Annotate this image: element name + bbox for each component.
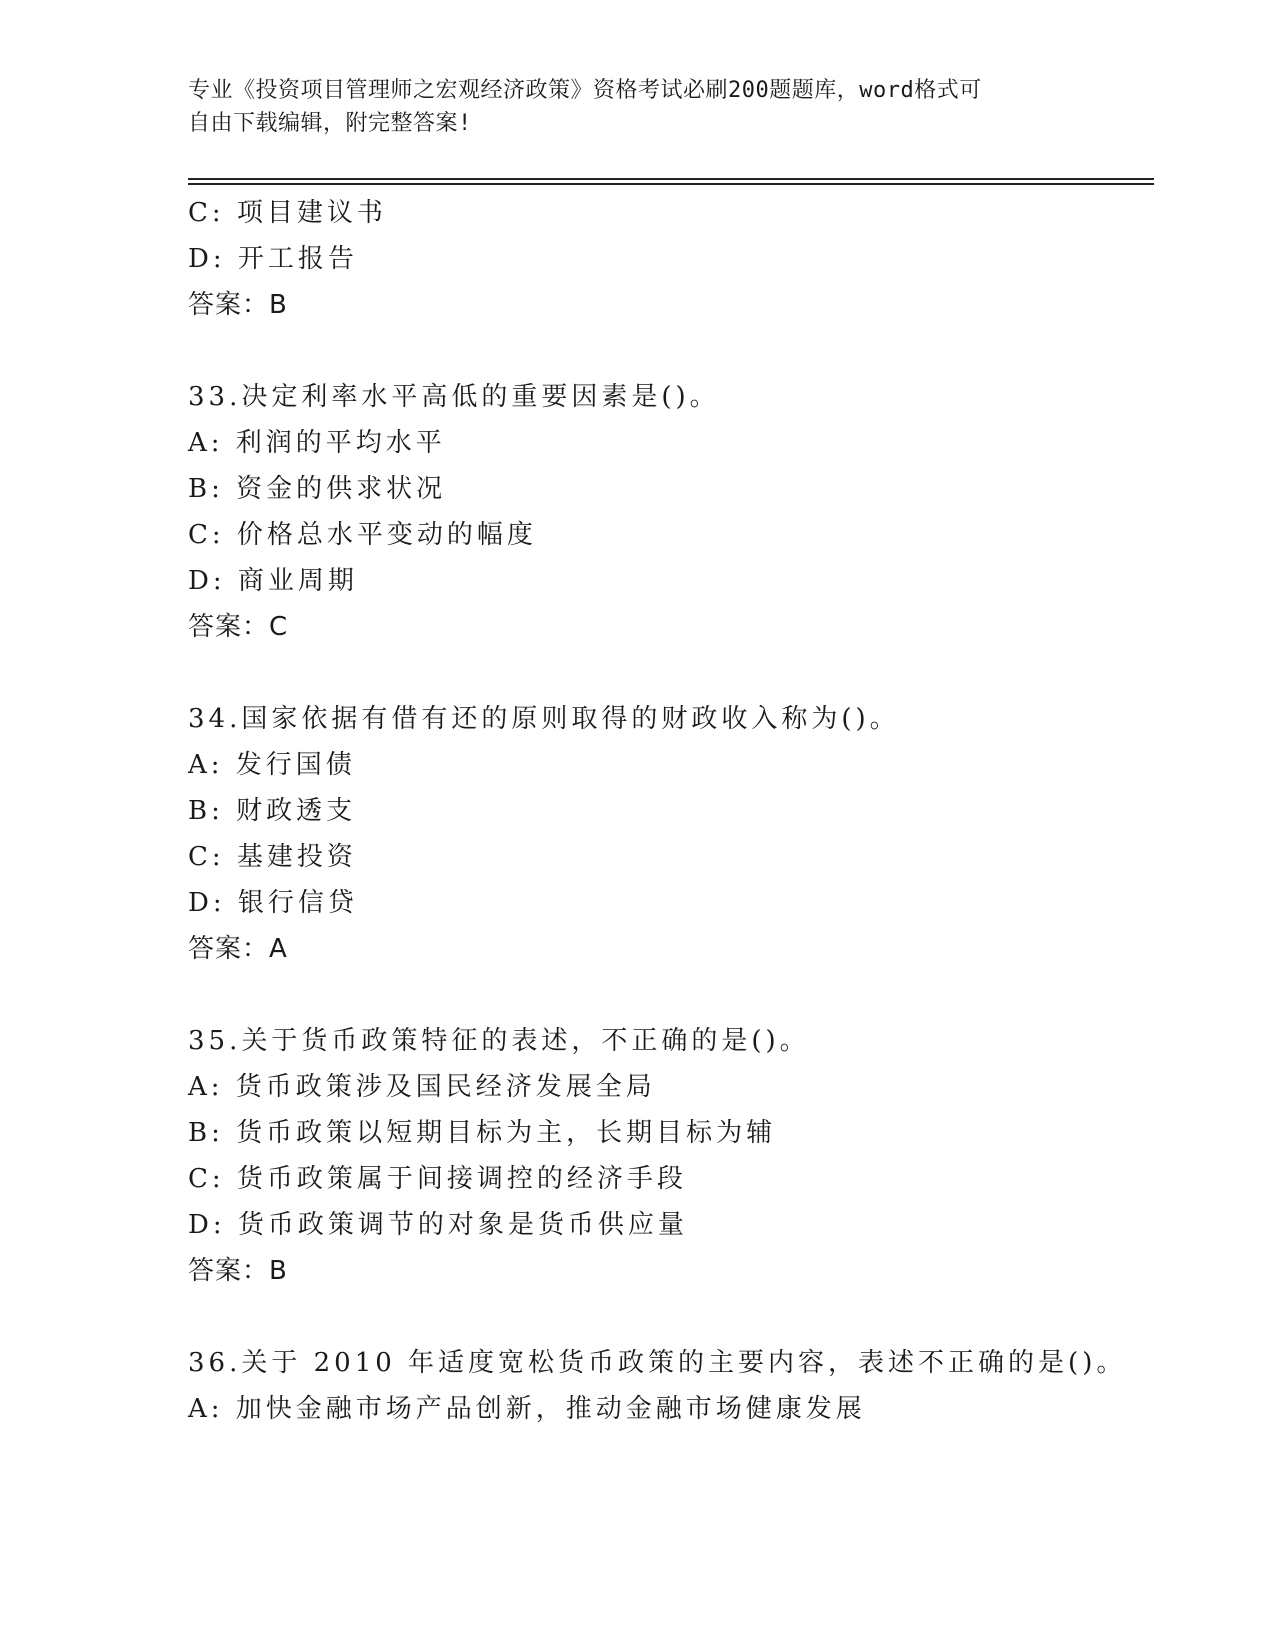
spacer (188, 328, 1188, 374)
option-d: D: 银行信贷 (188, 888, 358, 918)
header-divider-top (188, 178, 1154, 180)
option-d: D: 货币政策调节的对象是货币供应量 (188, 1210, 688, 1240)
answer: 答案：C (188, 612, 289, 642)
option-b: B: 货币政策以短期目标为主，长期目标为辅 (188, 1118, 777, 1148)
option-c: C: 基建投资 (188, 842, 357, 872)
question-34 (188, 696, 1188, 972)
header-line-1: 专业《投资项目管理师之宏观经济政策》资格考试必刷200题题库，word格式可 (188, 78, 982, 103)
question-32-continued (188, 190, 1188, 328)
question-list (188, 190, 1188, 1432)
option-b: B: 资金的供求状况 (188, 474, 447, 504)
question-stem: 35.关于货币政策特征的表述，不正确的是()。 (188, 1026, 810, 1056)
answer: 答案：B (188, 290, 288, 320)
question-33 (188, 374, 1188, 650)
option-a: A: 货币政策涉及国民经济发展全局 (188, 1072, 656, 1102)
document-header (188, 74, 1088, 140)
header-divider-bottom (188, 183, 1154, 185)
option-d: D: 商业周期 (188, 566, 358, 596)
question-stem: 34.国家依据有借有还的原则取得的财政收入称为()。 (188, 704, 900, 734)
option-d: D: 开工报告 (188, 244, 358, 274)
spacer (188, 650, 1188, 696)
question-36 (188, 1340, 1188, 1432)
header-line-2: 自由下载编辑，附完整答案! (188, 111, 472, 136)
option-a: A: 加快金融市场产品创新，推动金融市场健康发展 (188, 1394, 866, 1424)
answer: 答案：B (188, 1256, 288, 1286)
answer: 答案：A (188, 934, 288, 964)
option-c: C: 货币政策属于间接调控的经济手段 (188, 1164, 687, 1194)
option-a: A: 利润的平均水平 (188, 428, 446, 458)
option-b: B: 财政透支 (188, 796, 357, 826)
spacer (188, 1294, 1188, 1340)
option-a: A: 发行国债 (188, 750, 356, 780)
question-35 (188, 1018, 1188, 1294)
spacer (188, 972, 1188, 1018)
question-stem: 36.关于 2010 年适度宽松货币政策的主要内容，表述不正确的是()。 (188, 1348, 1127, 1378)
option-c: C: 价格总水平变动的幅度 (188, 520, 537, 550)
option-c: C: 项目建议书 (188, 198, 387, 228)
question-stem: 33.决定利率水平高低的重要因素是()。 (188, 382, 720, 412)
